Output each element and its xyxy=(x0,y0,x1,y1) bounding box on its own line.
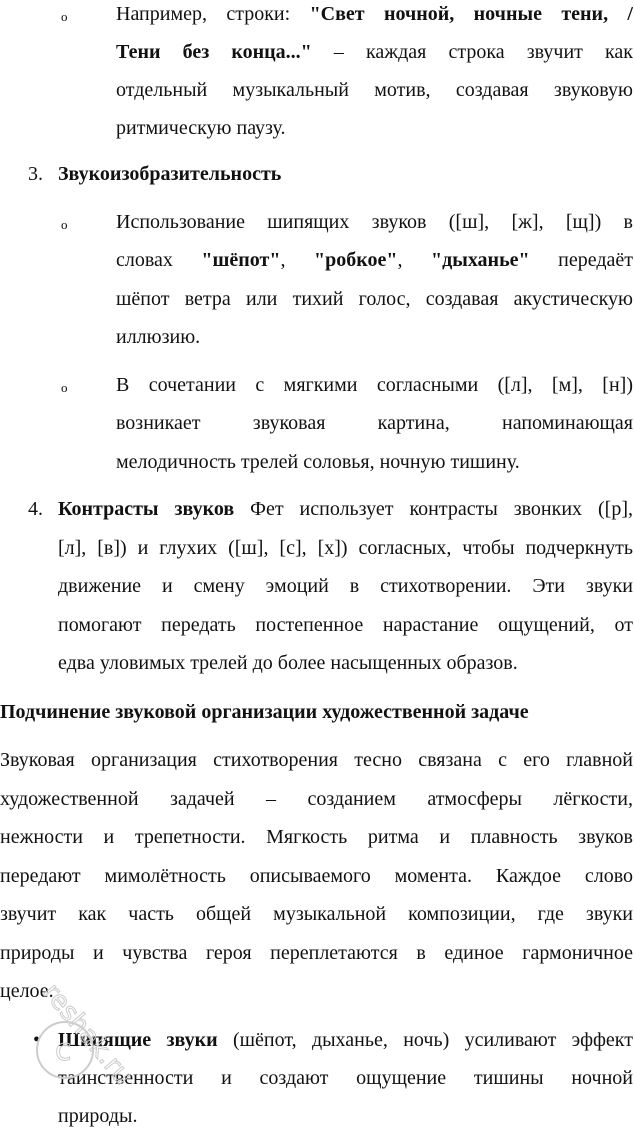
text-line xyxy=(0,864,633,888)
bold-text: "Свет ночной, ночные тени, / xyxy=(309,3,633,25)
text: художественной задачей – созданием атмосферы лёгкости, xyxy=(0,788,633,810)
text: иллюзию. xyxy=(116,326,201,348)
text: помогают передать постепенное нарастание ощущений, от xyxy=(58,614,633,636)
text: мелодичность трелей соловья, ночную тишину. xyxy=(116,451,520,473)
list-number: 3. xyxy=(28,163,43,185)
text: словах xyxy=(116,249,202,271)
text: едва уловимых трелей до более насыщенных образов. xyxy=(58,652,518,674)
text-line xyxy=(58,651,518,675)
text: (шёпот, дыханье, ночь) усиливают эффект xyxy=(217,1029,633,1051)
text-line xyxy=(58,536,633,560)
bold-text: "дыханье" xyxy=(430,249,530,271)
text: движение и смену эмоций в стихотворении. Эти звуки xyxy=(58,575,633,597)
text: [л], [в]) и глухих ([ш], [с], [х]) согласных, чтобы подчеркнуть xyxy=(58,537,633,559)
bold-text: Контрасты звуков xyxy=(58,498,235,520)
text-line xyxy=(0,902,633,926)
text-line xyxy=(116,325,200,349)
text: , xyxy=(397,249,431,271)
text-line xyxy=(58,574,633,598)
text-line xyxy=(116,116,286,140)
list-bullet: • xyxy=(33,1029,41,1051)
bold-text: Подчинение звуковой организации художественной задаче xyxy=(0,701,529,723)
text-line xyxy=(116,287,633,311)
text: отдельный музыкальный мотив, создавая звуковую xyxy=(116,79,633,101)
text-line xyxy=(58,1066,633,1090)
bold-text: Шипящие звуки xyxy=(58,1029,218,1051)
text: , xyxy=(280,249,314,271)
list-bullet: o xyxy=(61,217,68,232)
text-line xyxy=(0,748,633,772)
text: возникает звуковая картина, напоминающая xyxy=(116,412,633,434)
text-line xyxy=(58,1028,633,1052)
text-line xyxy=(116,2,633,26)
bold-text: "робкое" xyxy=(314,249,398,271)
text-line xyxy=(0,979,54,1003)
text-line xyxy=(0,787,633,811)
text-line xyxy=(0,825,633,849)
text: ритмическую паузу. xyxy=(116,117,286,139)
text: – каждая строка звучит как xyxy=(311,41,633,63)
text: таинственности и создают ощущение тишины ночной xyxy=(58,1067,633,1089)
bold-text: Звукоизобразительность xyxy=(58,163,282,185)
text-line xyxy=(116,411,633,435)
text-line xyxy=(116,40,633,64)
text: шёпот ветра или тихий голос, создавая акустическую xyxy=(116,288,633,310)
text-line xyxy=(116,78,633,102)
text: звучит как часть общей музыкальной композиции, где звуки xyxy=(0,903,633,925)
text-line xyxy=(116,248,633,272)
list-number: 4. xyxy=(28,498,43,520)
text-line xyxy=(0,941,633,965)
text: целое. xyxy=(0,980,54,1002)
text: передаёт xyxy=(529,249,633,271)
text-line xyxy=(58,1104,137,1128)
text-line xyxy=(116,450,520,474)
text: Использование шипящих звуков ([ш], [ж], [щ]) в xyxy=(116,211,633,233)
text-line xyxy=(58,497,633,521)
text-line xyxy=(116,373,633,397)
section-heading xyxy=(0,700,529,724)
text-line xyxy=(58,162,281,186)
text-line xyxy=(58,613,633,637)
bold-text: "шёпот" xyxy=(201,249,281,271)
text: Фет использует контрасты звонких ([р], xyxy=(234,498,633,520)
bold-text: Тени без конца..." xyxy=(116,41,312,63)
text: В сочетании с мягкими согласными ([л], [м], [н]) xyxy=(116,374,633,396)
text-line xyxy=(116,210,633,234)
text: передают мимолётность описываемого момента. Каждое слово xyxy=(0,865,633,887)
text: природы и чувства героя переплетаются в единое гармоничное xyxy=(0,942,633,964)
text: Звуковая организация стихотворения тесно связана с его главной xyxy=(0,749,633,771)
list-bullet: o xyxy=(61,380,68,395)
text: нежности и трепетности. Мягкость ритма и плавность звуков xyxy=(0,826,633,848)
text: природы. xyxy=(58,1105,138,1127)
list-bullet: o xyxy=(61,9,68,24)
text: Например, строки: xyxy=(116,3,310,25)
